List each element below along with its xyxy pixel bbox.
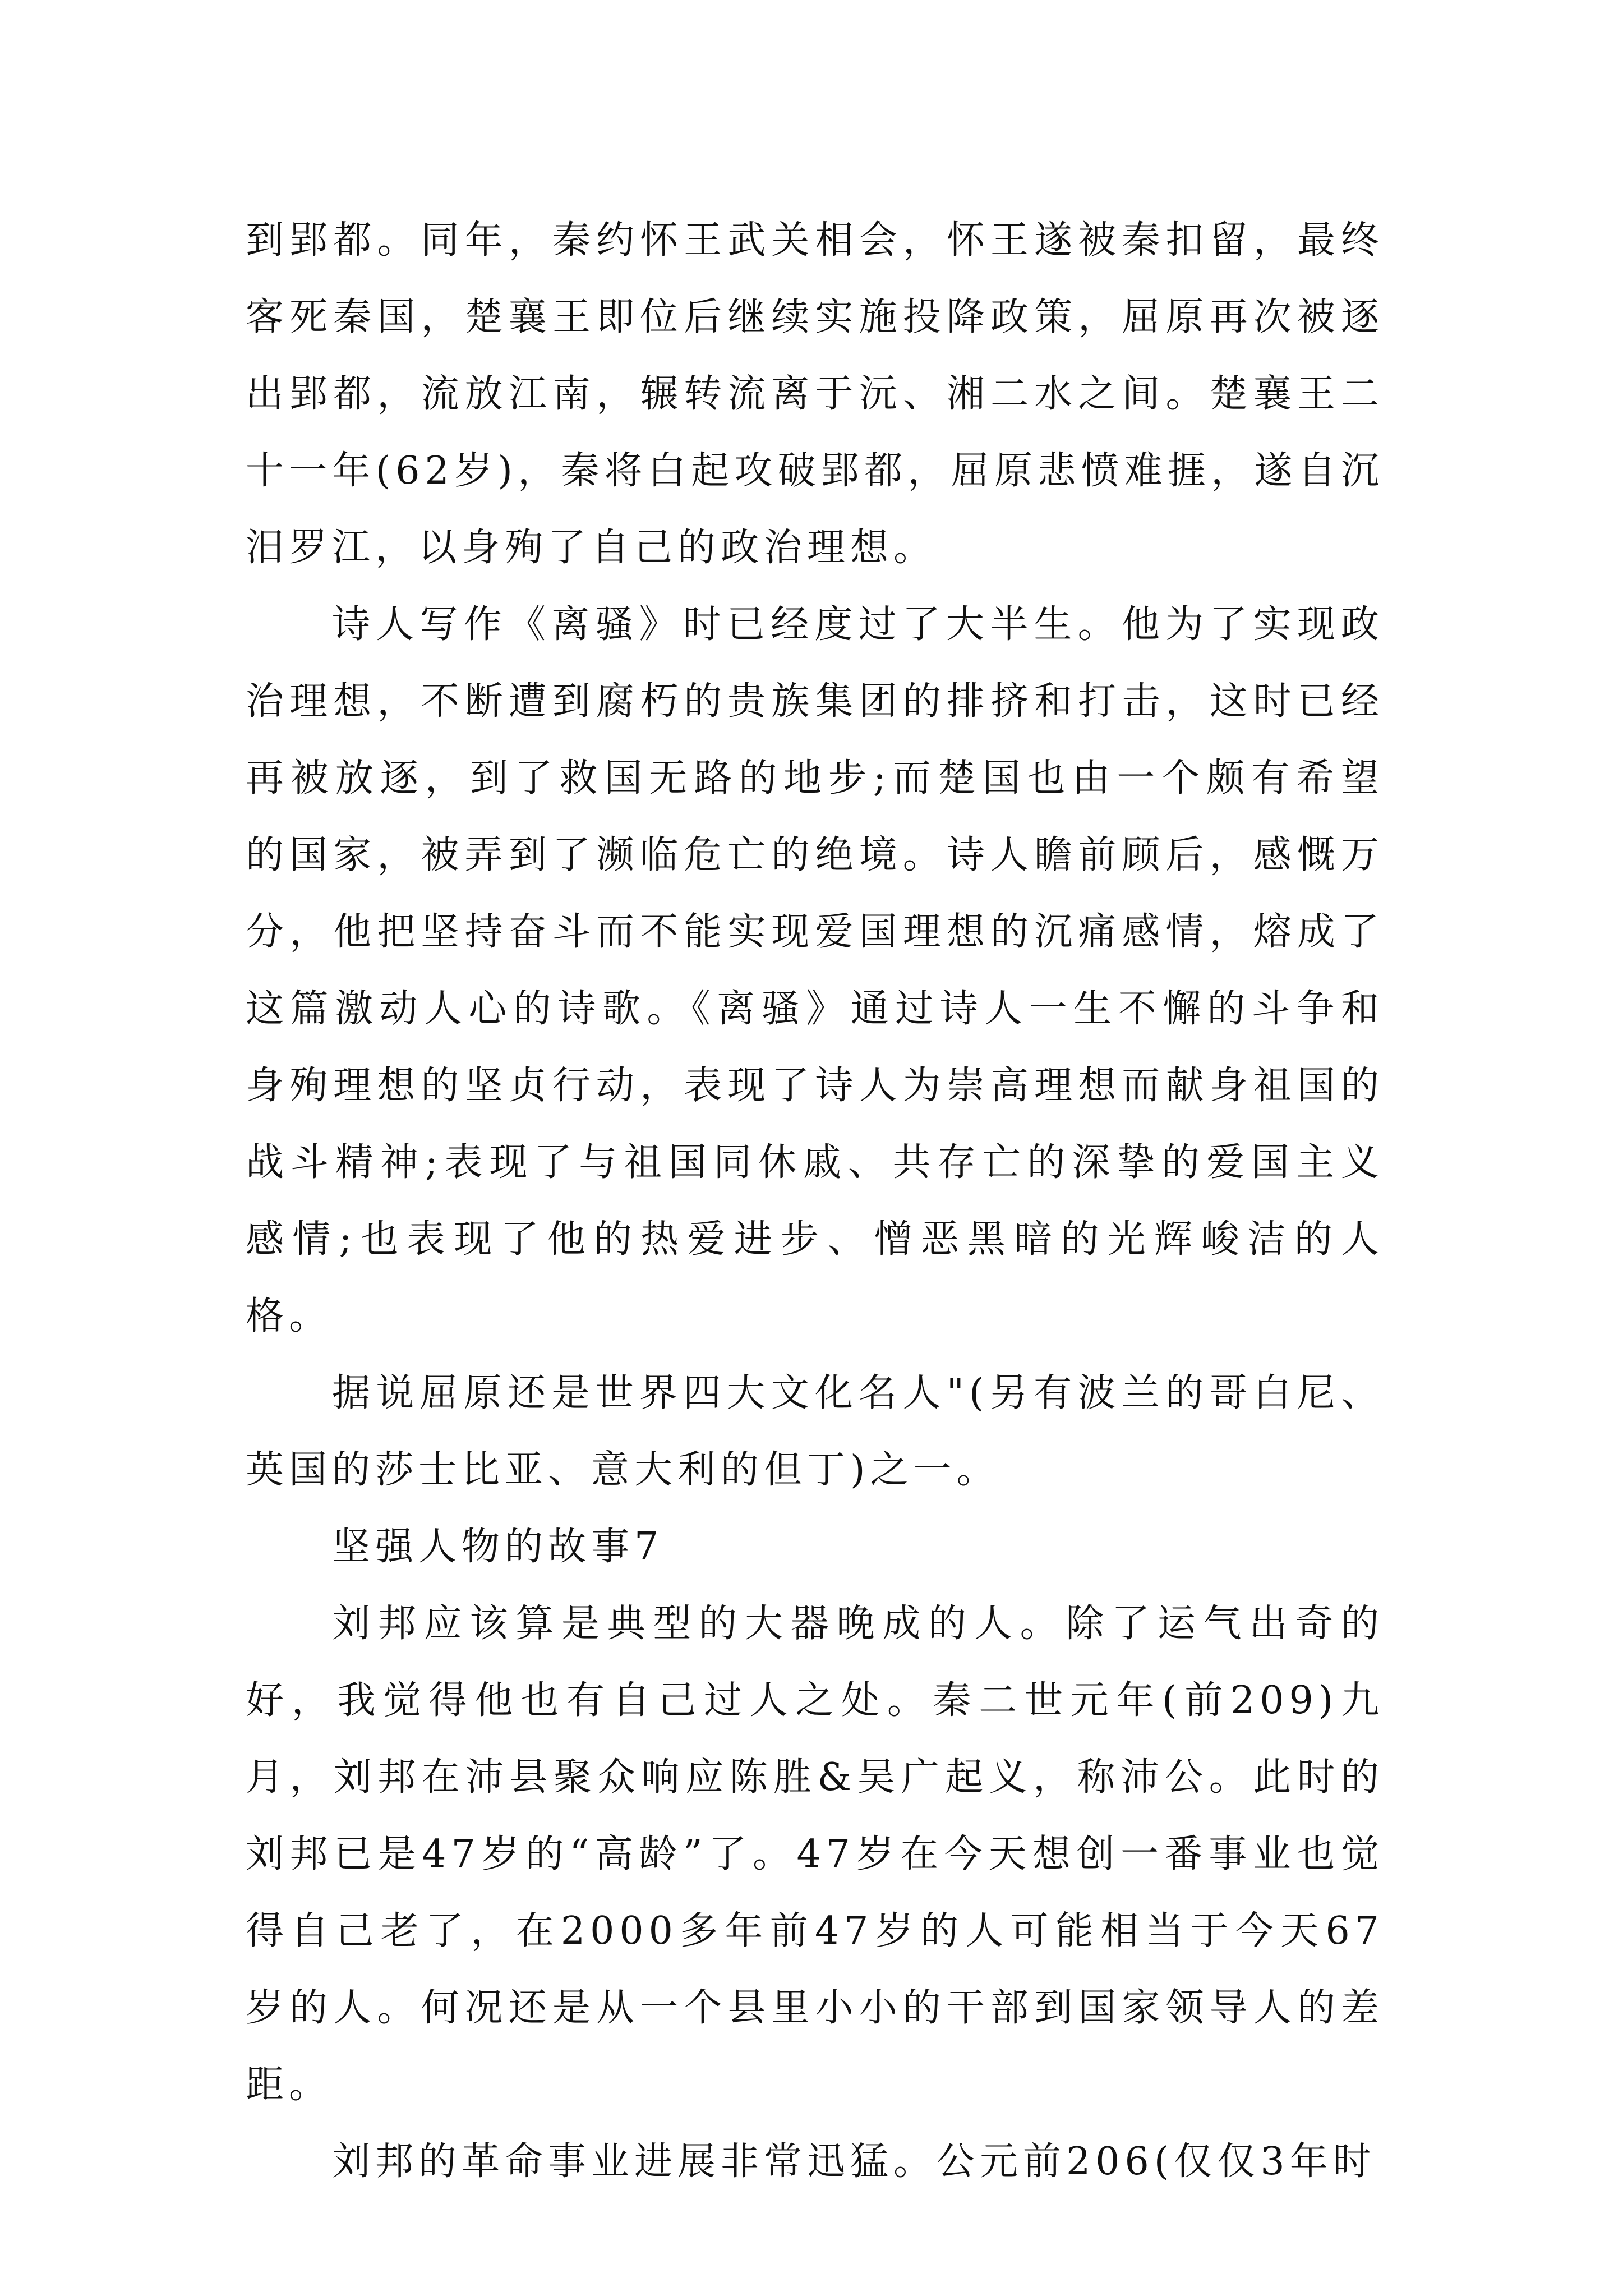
- paragraph-lisao-writing: 诗人写作《离骚》时已经度过了大半生。他为了实现政治理想，不断遭到腐朽的贵族集团的排挤和打击，这时已经再被放逐，到了救国无路的地步;而楚国也由一个颇有希望的国家，被弄到了濒临危亡的绝境。诗人瞻前顾后，感慨万分，他把坚持奋斗而不能实现爱国理想的沉痛感情，熔成了这篇激动人心的诗歌。《离骚》通过诗人一生不懈的斗争和身殉理想的坚贞行动，表现了诗人为崇高理想而献身祖国的战斗精神;表现了与祖国同休戚、共存亡的深挚的爱国主义感情;也表现了他的热爱进步、憎恶黑暗的光辉峻洁的人格。: [246, 602, 1384, 1338]
- paragraph-liubang-late-bloomer: 刘邦应该算是典型的大器晚成的人。除了运气出奇的好，我觉得他也有自己过人之处。秦二世元年(前209)九月，刘邦在沛县聚众响应陈胜&吴广起义，称沛公。此时的刘邦已是47岁的“高龄”了。47岁在今天想创一番事业也觉得自己老了，在2000多年前47岁的人可能相当于今天67岁的人。何况还是从一个县里小小的干部到国家领导人的差距。: [246, 1602, 1384, 2107]
- section-heading: 坚强人物的故事7: [332, 1525, 664, 1569]
- paragraph-liubang-revolution: 刘邦的革命事业进展非常迅猛。公元前206(仅仅3年时: [332, 2139, 1376, 2184]
- paragraph-quyuan-death: 到郢都。同年，秦约怀王武关相会，怀王遂被秦扣留，最终客死秦国，楚襄王即位后继续实施投降政策，屈原再次被逐出郢都，流放江南，辗转流离于沅、湘二水之间。楚襄王二十一年(62岁)，秦将白起攻破郢都，屈原悲愤难捱，遂自沉汨罗江，以身殉了自己的政治理想。: [246, 218, 1384, 570]
- document-body: [246, 202, 1384, 2200]
- paragraph-cultural-figures: 据说屈原还是世界四大文化名人"(另有波兰的哥白尼、英国的莎士比亚、意大利的但丁)之一。: [246, 1371, 1384, 1492]
